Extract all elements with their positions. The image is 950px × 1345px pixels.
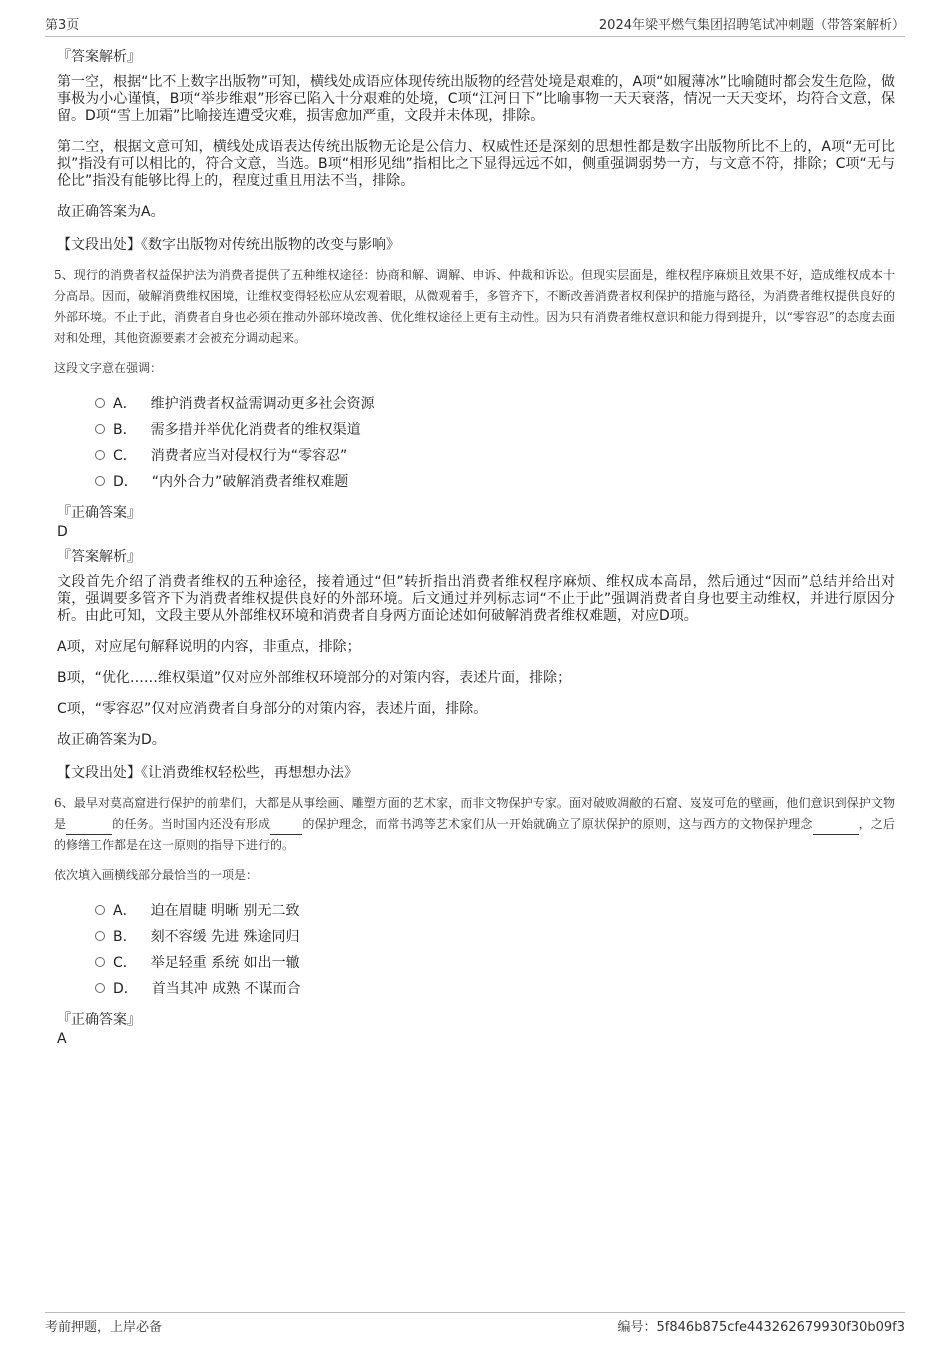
radio-icon[interactable] (95, 424, 105, 434)
page-header (45, 14, 905, 37)
q5-answer-label: 『正确答案』 (57, 505, 141, 521)
option-letter: C． (113, 448, 137, 464)
option-letter: B． (113, 929, 137, 945)
q5-source: 【文段出处】《让消费维权轻松些，再想想办法》 (57, 765, 358, 781)
option-text: “内外合力”破解消费者维权难题 (151, 474, 349, 490)
radio-icon[interactable] (95, 398, 105, 408)
q5-analysis-paragraph: B项，“优化……维权渠道”仅对应外部维权环境部分的对策内容，表述片面，排除； (57, 670, 572, 686)
radio-icon[interactable] (95, 450, 105, 460)
option-text: 消费者应当对侵权行为“零容忍” (150, 448, 348, 464)
radio-icon[interactable] (95, 905, 105, 915)
q6-option-c[interactable] (95, 949, 895, 975)
q5-analysis-label: 『答案解析』 (57, 549, 141, 565)
q6-text-4: ，之后的修缮工作都是在这一原则的指导下进行的。 (54, 817, 895, 852)
q6-prompt: 依次填入画横线部分最恰当的一项是： (54, 868, 259, 882)
radio-icon[interactable] (95, 931, 105, 941)
option-text: 迫在眉睫 明晰 别无二致 (150, 903, 300, 919)
option-letter: C． (113, 955, 137, 971)
document-code: 编号：5f846b875cfe443262679930f30b09f3 (617, 1320, 905, 1335)
q6-option-d[interactable] (95, 975, 895, 1001)
q5-option-a[interactable] (95, 390, 895, 416)
q5-option-c[interactable] (95, 442, 895, 468)
option-letter: A． (113, 903, 137, 919)
document-body (54, 46, 895, 1053)
option-text: 需多措并举优化消费者的维权渠道 (150, 422, 361, 438)
radio-icon[interactable] (95, 957, 105, 967)
document-title: 2024年梁平燃气集团招聘笔试冲刺题（带答案解析） (598, 18, 905, 33)
q4-source: 【文段出处】《数字出版物对传统出版物的改变与影响》 (57, 237, 400, 253)
footer-slogan: 考前押题，上岸必备 (45, 1320, 163, 1335)
option-letter: D． (113, 981, 138, 997)
q6-answer-label: 『正确答案』 (57, 1012, 141, 1028)
radio-icon[interactable] (95, 983, 105, 993)
q6-question (54, 793, 895, 856)
q5-analysis-paragraph: A项，对应尾句解释说明的内容，非重点，排除； (57, 639, 361, 655)
page-number: 第3页 (45, 18, 80, 33)
q4-analysis-paragraph: 第二空，根据文意可知，横线处成语表达传统出版物无论是公信力、权威性还是深刻的思想性都是数字出版物所比不上的，A项“无可比拟”指没有可以相比的，符合文意，当选。B项“相形见绌”指相比之下显得远远不如，侧重强调弱势一方，与文意不符，排除；C项“无与伦比”指没有能够比得上的，程度过重且用法不当，排除。 (57, 139, 895, 189)
q6-options (95, 897, 895, 1001)
option-letter: D． (113, 474, 138, 490)
q6-option-a[interactable] (95, 897, 895, 923)
q5-analysis-paragraph: C项，“零容忍”仅对应消费者自身部分的对策内容，表述片面，排除。 (57, 701, 488, 717)
q4-analysis-label: 『答案解析』 (57, 49, 141, 65)
q5-option-b[interactable] (95, 416, 895, 442)
q5-answer: D (57, 524, 68, 540)
q5-conclusion: 故正确答案为D。 (57, 732, 166, 748)
q6-text-1: 6、最早对莫高窟进行保护的前辈们，大都是从事绘画、雕塑方面的艺术家，而非文物保护专家。面对破败凋敝的石窟、岌岌可危的壁画，他们意识到保护文物是 (54, 796, 895, 831)
option-text: 举足轻重 系统 如出一辙 (150, 955, 300, 971)
page-footer (45, 1312, 905, 1335)
q5-prompt: 这段文字意在强调： (54, 361, 163, 375)
fill-blank (813, 822, 859, 835)
option-text: 刻不容缓 先进 殊途同归 (150, 929, 300, 945)
q4-conclusion: 故正确答案为A。 (57, 204, 165, 220)
option-letter: A． (113, 396, 137, 412)
q6-text-2: 的任务。当时国内还没有形成 (112, 817, 271, 831)
option-text: 维护消费者权益需调动更多社会资源 (150, 396, 375, 412)
q6-answer: A (57, 1031, 67, 1047)
radio-icon[interactable] (95, 476, 105, 486)
q6-option-b[interactable] (95, 923, 895, 949)
option-text: 首当其冲 成熟 不谋而合 (151, 981, 301, 997)
q5-options (95, 390, 895, 494)
option-letter: B． (113, 422, 137, 438)
q6-text-3: 的保护理念，而常书鸿等艺术家们从一开始就确立了原状保护的原则，这与西方的文物保护理念 (302, 817, 813, 831)
q5-option-d[interactable] (95, 468, 895, 494)
q4-analysis-paragraph: 第一空，根据“比不上数字出版物”可知，横线处成语应体现传统出版物的经营处境是艰难的，A项“如履薄冰”比喻随时都会发生危险，做事极为小心谨慎，B项“举步维艰”形容已陷入十分艰难的处境，C项“江河日下”比喻事物一天天衰落，情况一天天变坏，均符合文意，保留。D项“雪上加霜”比喻接连遭受灾难，损害愈加严重，文段并未体现，排除。 (57, 74, 895, 124)
q5-question: 5、现行的消费者权益保护法为消费者提供了五种维权途径：协商和解、调解、申诉、仲裁和诉讼。但现实层面是，维权程序麻烦且效果不好，造成维权成本十分高昂。因而，破解消费维权困境，让维权变得轻松应从宏观着眼，从微观着手，多管齐下，不断改善消费者权利保护的措施与路径，为消费者维权提供良好的外部环境。不止于此，消费者自身也必须在推动外部环境改善、优化维权途径上更有主动性。因为只有消费者维权意识和能力得到提升，以“零容忍”的态度去面对和处理，其他资源要素才会被充分调动起来。 (54, 268, 895, 345)
q5-analysis-paragraph: 文段首先介绍了消费者维权的五种途径，接着通过“但”转折指出消费者维权程序麻烦、维权成本高昂，然后通过“因而”总结并给出对策，强调要多管齐下为消费者维权提供良好的外部环境。后文通过并列标志词“不止于此”强调消费者自身也要主动维权，并进行原因分析。由此可知，文段主要从外部维权环境和消费者自身两方面论述如何破解消费者维权难题，对应D项。 (57, 574, 895, 624)
fill-blank (66, 822, 112, 835)
fill-blank (270, 822, 302, 835)
